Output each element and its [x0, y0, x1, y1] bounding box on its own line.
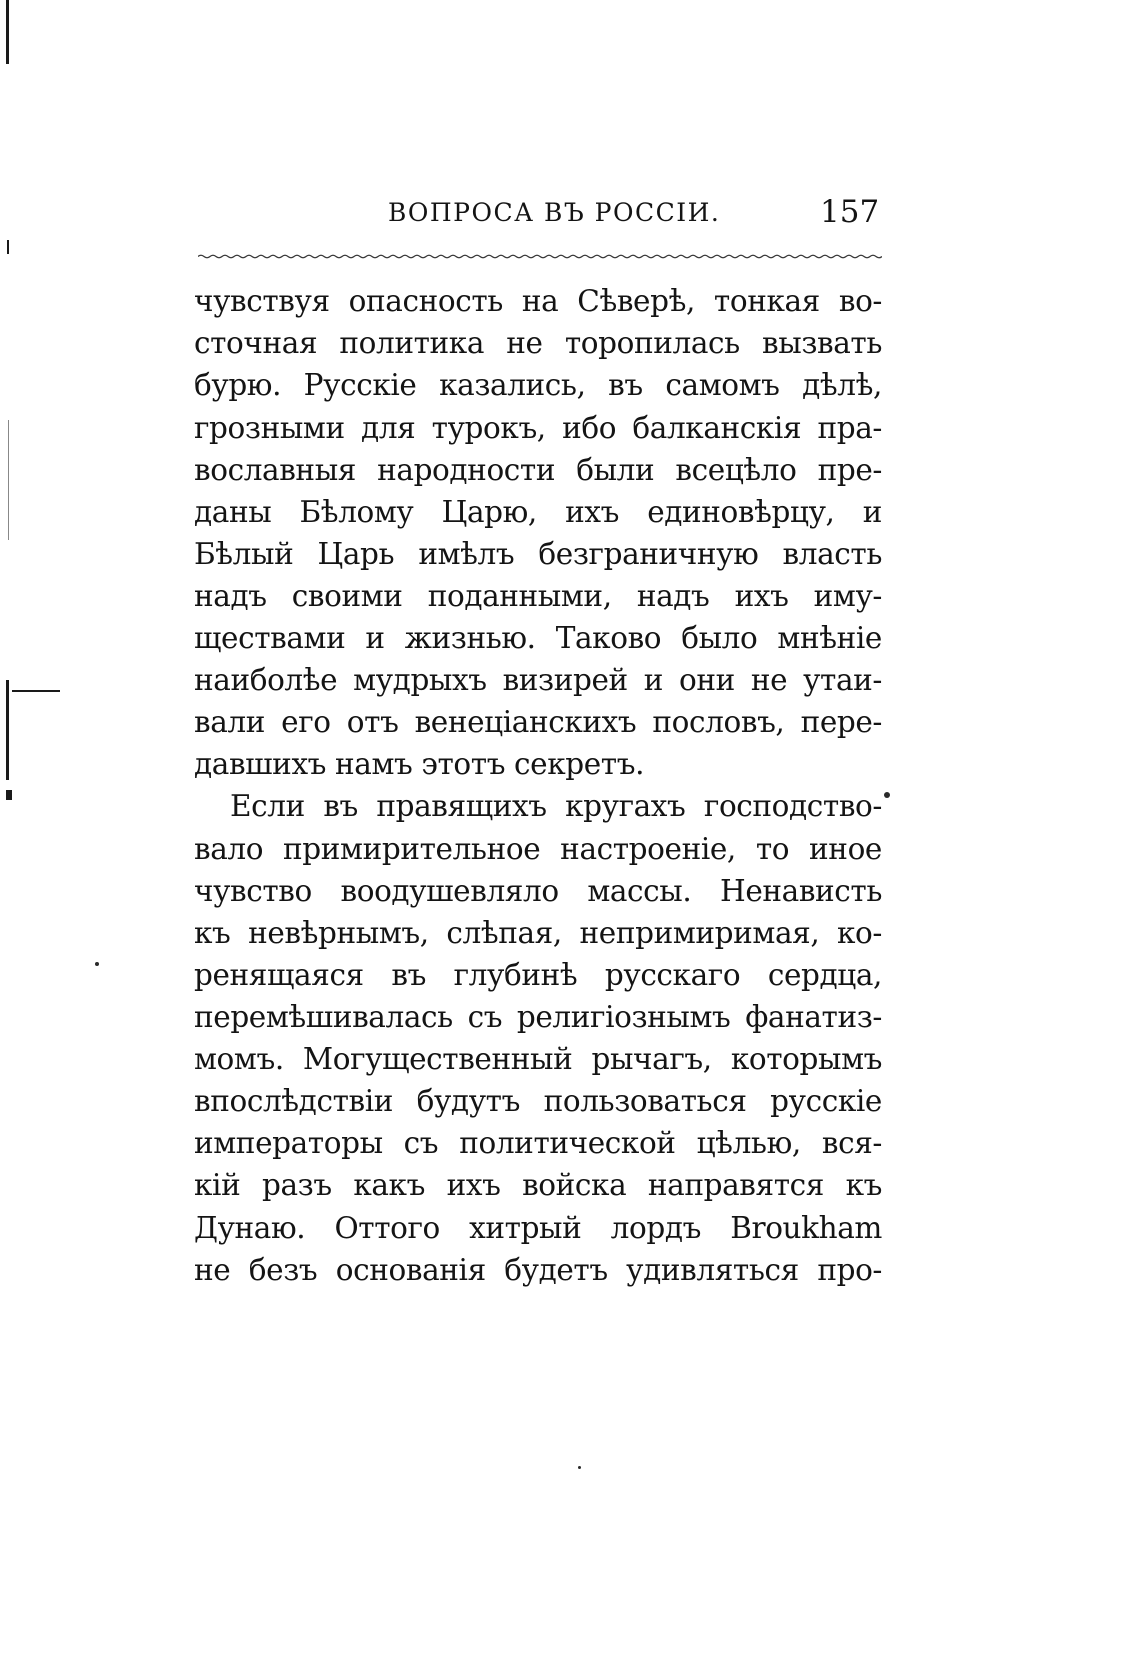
text-line: ществами и жизнью. Таково было мнѣніе	[194, 621, 882, 655]
text-line: императоры съ политической цѣлью, вся-	[194, 1126, 882, 1160]
text-line: впослѣдствіи будутъ пользоваться русскіе	[194, 1084, 882, 1118]
text-line: Бѣлый Царь имѣлъ безграничную власть	[194, 537, 882, 571]
text-line: перемѣшивалась съ религіознымъ фанатиз-	[194, 1000, 882, 1034]
text-line: бурю. Русскіе казались, въ самомъ дѣлѣ,	[194, 368, 882, 402]
text-line: чувствуя опасность на Сѣверѣ, тонкая во-	[194, 284, 882, 318]
text-line: грозными для турокъ, ибо балканскія пра-	[194, 411, 882, 445]
scan-edge-mark	[7, 240, 9, 254]
text-line: наиболѣе мудрыхъ визирей и они не утаи-	[194, 663, 882, 697]
text-line: надъ своими поданными, надъ ихъ иму-	[194, 579, 882, 613]
scan-speck	[95, 962, 99, 966]
text-line: даны Бѣлому Царю, ихъ единовѣрцу, и	[194, 495, 882, 529]
scan-edge-mark	[12, 690, 60, 692]
scan-edge-mark	[6, 680, 9, 780]
text-line: вославныя народности были всецѣло пре-	[194, 453, 882, 487]
page-number: 157	[820, 194, 880, 230]
scan-edge-mark	[8, 420, 9, 540]
scan-edge-mark	[6, 790, 12, 800]
text-line: Дунаю. Оттого хитрый лордъ Broukham	[194, 1211, 882, 1245]
scan-speck	[884, 792, 890, 798]
text-line: вали его отъ венеціанскихъ пословъ, пере-	[194, 705, 882, 739]
text-line: Если въ правящихъ кругахъ господство-	[230, 789, 882, 823]
scan-edge-mark	[6, 0, 9, 64]
text-line: ренящаяся въ глубинѣ русскаго сердца,	[194, 958, 882, 992]
running-title: ВОПРОСА ВЪ РОССІИ.	[388, 198, 721, 227]
text-line: сточная политика не торопилась вызвать	[194, 326, 882, 360]
header-rule	[198, 254, 882, 259]
text-line: вало примирительное настроеніе, то иное	[194, 832, 882, 866]
text-line: не безъ основанія будетъ удивляться про-	[194, 1253, 882, 1287]
text-line: чувство воодушевляло массы. Ненависть	[194, 874, 882, 908]
text-line: къ невѣрнымъ, слѣпая, непримиримая, ко-	[194, 916, 882, 950]
scan-speck	[578, 1466, 581, 1469]
text-line: момъ. Могущественный рычагъ, которымъ	[194, 1042, 882, 1076]
text-line: давшихъ намъ этотъ секретъ.	[194, 747, 645, 781]
text-line: кій разъ какъ ихъ войска направятся къ	[194, 1168, 882, 1202]
